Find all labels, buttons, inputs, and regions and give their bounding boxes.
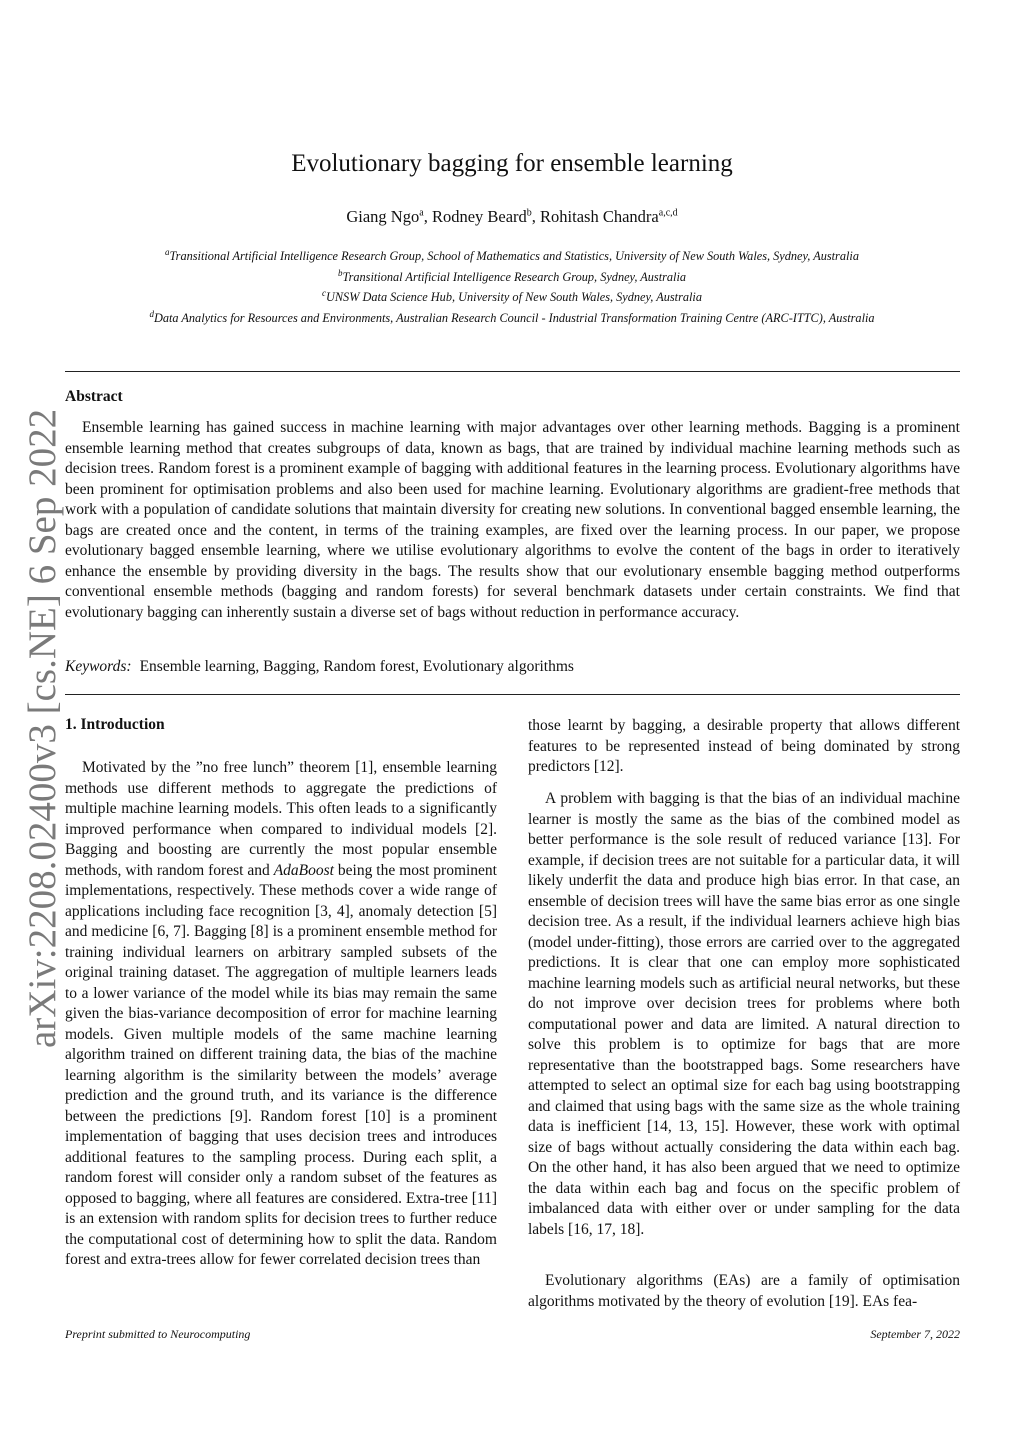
footer-preprint-note: Preprint submitted to Neurocomputing [65,1327,251,1341]
affiliation-mark: d [149,309,154,320]
affiliation [40,306,984,327]
abstract-body: Ensemble learning has gained success in machine learning with major advantages over other learning methods. Bagging is a prominent ensemble learning method that creates subgroups of data, known as bags, that are trained by individual machine learning methods such as decision trees. Random forest is a prominent example of bagging with additional features in the learning process. Evolutionary algorithms have been prominent for optimisation problems and also been used for machine learning. Evolutionary algorithms are gradient-free methods that work with a population of candidate solutions that maintain diversity for creating new solutions. In conventional bagged ensemble learning, the bags are created once and the content, in terms of the training examples, are fixed over the learning process. In our paper, we propose evolutionary bagged ensemble learning, where we utilise evolutionary algorithms to evolve the content of the bags in order to iteratively enhance the ensemble by providing diversity in the bags. The results show that our evolutionary ensemble bagging method outperforms conventional ensemble methods (bagging and random forests) for several benchmark datasets under certain constraints. We find that evolutionary bagging can inherently sustain a diverse set of bags without reduction in performance accuracy. [65,419,960,621]
section-heading-introduction: 1. Introduction [65,716,165,733]
intro-paragraph-continued: those learnt by bagging, a desirable property that allows different features to be represented instead of being dominated by strong predictors [12]. [528,717,960,775]
affiliation [40,265,984,286]
author-list [0,207,1024,227]
affiliation [40,285,984,306]
abstract-bottom-rule [65,694,960,695]
affiliation-mark: b [337,267,343,278]
keywords-label: Keywords: [65,658,132,675]
arxiv-stamp: arXiv:2208.02400v3 [cs.NE] 6 Sep 2022 [21,408,64,1048]
intro-text: being the most prominent implementations, respectively. These methods cover a wide range of applications including face recognition [3, 4], anomaly detection [5] and medicine [6, 7]. Bagging [8] is a prominent ensemble method for training individual learners on arbitrary sampled subsets of the original training dataset. The aggregation of multiple learners leads to a lower variance of the model while its bias may remain the same given the bias-variance decomposition of error for machine learning models. Given multiple models of the same machine learning algorithm trained on different training data, the bias of the machine learning algorithm is the similarity between the models’ average prediction and the ground truth, and its variance is the difference between the predictions [9]. Random forest [10] is a prominent implementation of bagging that uses decision trees and introduces additional features to the sampling process. During each split, a random forest will consider only a random subset of the features as opposed to bagging, where all features are considered. Extra-tree [11] is an extension with random splits for decision trees to further reduce the computational cost of determining how to split the data. Random forest and extra-trees allow for fewer correlated decision trees than [65,861,497,1268]
author-name: Rodney Beard [431,207,527,226]
affiliation [40,244,984,265]
affiliation-text: UNSW Data Science Hub, University of New South Wales, Sydney, Australia [325,290,703,305]
author-affil-mark: a,c,d [658,207,678,219]
intro-text: Motivated by the ”no free lunch” theorem [1], ensemble learning methods use different methods to aggregate the predictions of multiple machine learning models. This often leads to a significantly improved performance when compared to individual models [2]. Bagging and boosting are currently the most popular ensemble methods, with random forest and [65,759,497,879]
affiliation-text: Data Analytics for Resources and Environments, Australian Research Council - Industrial Transformation Training Centre (ARC-ITTC), Australia [153,311,875,326]
abstract-heading: Abstract [65,388,123,405]
intro-paragraph [65,758,497,1271]
author-name: Rohitash Chandra [540,207,659,226]
intro-paragraph: Evolutionary algorithms (EAs) are a family of optimisation algorithms motivated by the theory of evolution [19]. EAs fea- [528,1272,960,1310]
keywords-line [65,658,574,676]
author-affil-mark: b [526,207,532,219]
keywords-list: Ensemble learning, Bagging, Random forest, Evolutionary algorithms [139,658,574,675]
author-separator: , [423,207,432,226]
intro-emphasis: AdaBoost [273,861,334,879]
author-affil-mark: a [419,207,424,219]
paper-title: Evolutionary bagging for ensemble learning [291,150,733,177]
author-name: Giang Ngo [346,207,420,226]
abstract-top-rule [65,371,960,372]
affiliation-text: Transitional Artificial Intelligence Research Group, School of Mathematics and Statistics, University of New South Wales, Sydney, Australia [169,249,859,264]
affiliation-mark: a [165,247,170,257]
affiliation-mark: c [321,288,326,299]
affiliation-list [40,244,984,327]
footer-date: September 7, 2022 [870,1327,960,1341]
author-separator: , [531,207,541,226]
intro-paragraph: A problem with bagging is that the bias of an individual machine learner is mostly the same as the bias of the combined model as better performance is the sole result of reduced variance [13]. For example, if decision trees are not suitable for a particular data, it will likely underfit the data and produce high bias error. In that case, an ensemble of decision trees will have the same bias error as one single decision tree. As a result, if the individual learners achieve high bias (model under-fitting), those errors are carried over to the aggregated predictions. It is clear that one can employ more sophisticated machine learning models such as artificial neural networks, but these do not improve over decision trees for problems where both computational power and data are limited. A natural direction to solve this problem is to optimize for bags that are more representative than the bootstrapped bags. Some researchers have attempted to select an optimal size for each bag using bootstrapping and claimed that using bags with the same size as the whole training data is inefficient [14, 13, 15]. However, these work with optimal size of bags without actually considering the data within each bag. On the other hand, it has also been argued that we need to optimize the data within each bag and focus on the specific problem of imbalanced data with either over or under sampling for the data labels [16, 17, 18]. [528,790,960,1238]
affiliation-text: Transitional Artificial Intelligence Research Group, Sydney, Australia [342,269,687,284]
